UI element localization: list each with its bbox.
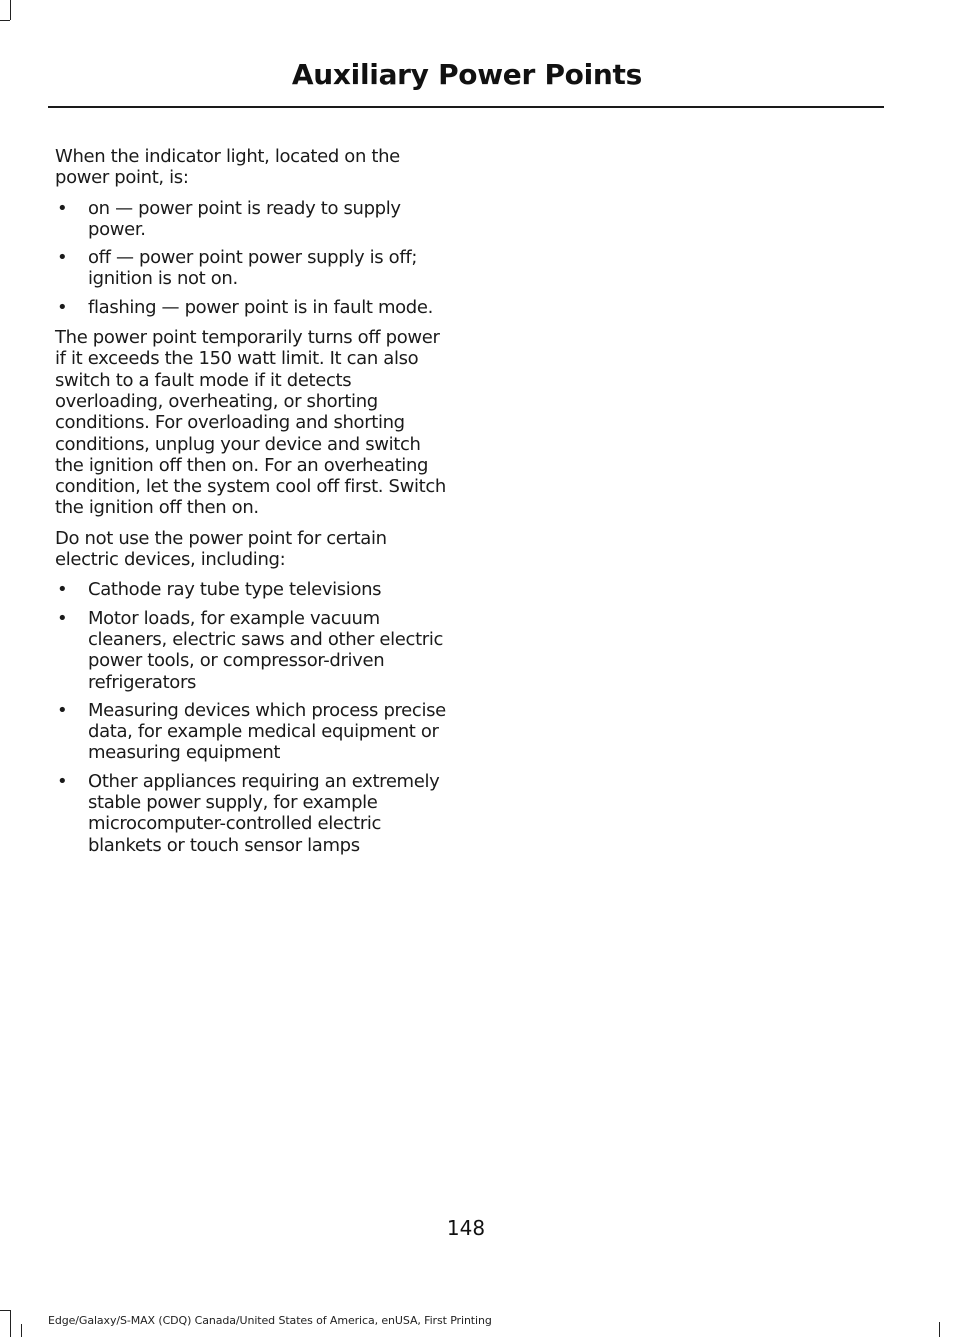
crop-mark-bottom-left-inner bbox=[21, 1324, 22, 1337]
list-item bbox=[55, 198, 450, 241]
list-item-text: flashing — power point is in fault mode. bbox=[88, 296, 433, 318]
list-item-text: Motor loads, for example vacuum cleaners, electric saws and other electric power tools, or compressor-driven refrigerators bbox=[88, 607, 444, 693]
crop-mark-bottom-left-vertical bbox=[10, 1310, 11, 1337]
bullet-icon: • bbox=[57, 296, 68, 318]
bullet-icon: • bbox=[57, 607, 68, 629]
list-item bbox=[55, 579, 450, 600]
bullet-icon: • bbox=[57, 579, 68, 601]
indicator-intro-paragraph: When the indicator light, located on the power point, is: bbox=[55, 146, 400, 189]
list-item bbox=[55, 771, 450, 856]
bullet-icon: • bbox=[57, 247, 68, 269]
list-item bbox=[55, 608, 450, 693]
crop-mark-bottom-left-horizontal bbox=[0, 1310, 10, 1311]
page-number: 148 bbox=[446, 1216, 486, 1240]
page-title: Auxiliary Power Points bbox=[291, 58, 642, 91]
list-item-text: Other appliances requiring an extremely stable power supply, for example microcomputer-controlled electric blankets or touch sensor lamps bbox=[88, 770, 440, 856]
list-item bbox=[55, 700, 450, 764]
list-item-text: off — power point power supply is off; ignition is not on. bbox=[88, 247, 418, 290]
list-item bbox=[55, 297, 450, 318]
list-item bbox=[55, 247, 450, 290]
restricted-devices-list bbox=[55, 579, 450, 856]
devices-intro-paragraph: Do not use the power point for certain electric devices, including: bbox=[55, 527, 387, 571]
crop-mark-top-left-vertical bbox=[10, 0, 11, 20]
crop-mark-bottom-right-vertical bbox=[939, 1322, 940, 1337]
edition-footer: Edge/Galaxy/S-MAX (CDQ) Canada/United States of America, enUSA, First Printing bbox=[48, 1314, 492, 1327]
fault-mode-paragraph: The power point temporarily turns off power if it exceeds the 150 watt limit. It can also switch to a fault mode if it detects overloading, overheating, or shorting conditions. For overloading and shorting conditions, unplug your device and switch the ignition off then on. For an overheating condition, let the system cool off first. Switch the ignition off then on. bbox=[55, 327, 446, 519]
main-column bbox=[55, 146, 450, 865]
bullet-icon: • bbox=[57, 699, 68, 721]
list-item-text: Cathode ray tube type televisions bbox=[88, 579, 382, 601]
header-divider bbox=[48, 106, 884, 108]
indicator-state-list bbox=[55, 198, 450, 318]
bullet-icon: • bbox=[57, 197, 68, 219]
bullet-icon: • bbox=[57, 770, 68, 792]
crop-mark-top-left-horizontal bbox=[0, 20, 10, 21]
list-item-text: on — power point is ready to supply power. bbox=[88, 197, 401, 240]
list-item-text: Measuring devices which process precise data, for example medical equipment or measuring equipment bbox=[88, 699, 446, 764]
